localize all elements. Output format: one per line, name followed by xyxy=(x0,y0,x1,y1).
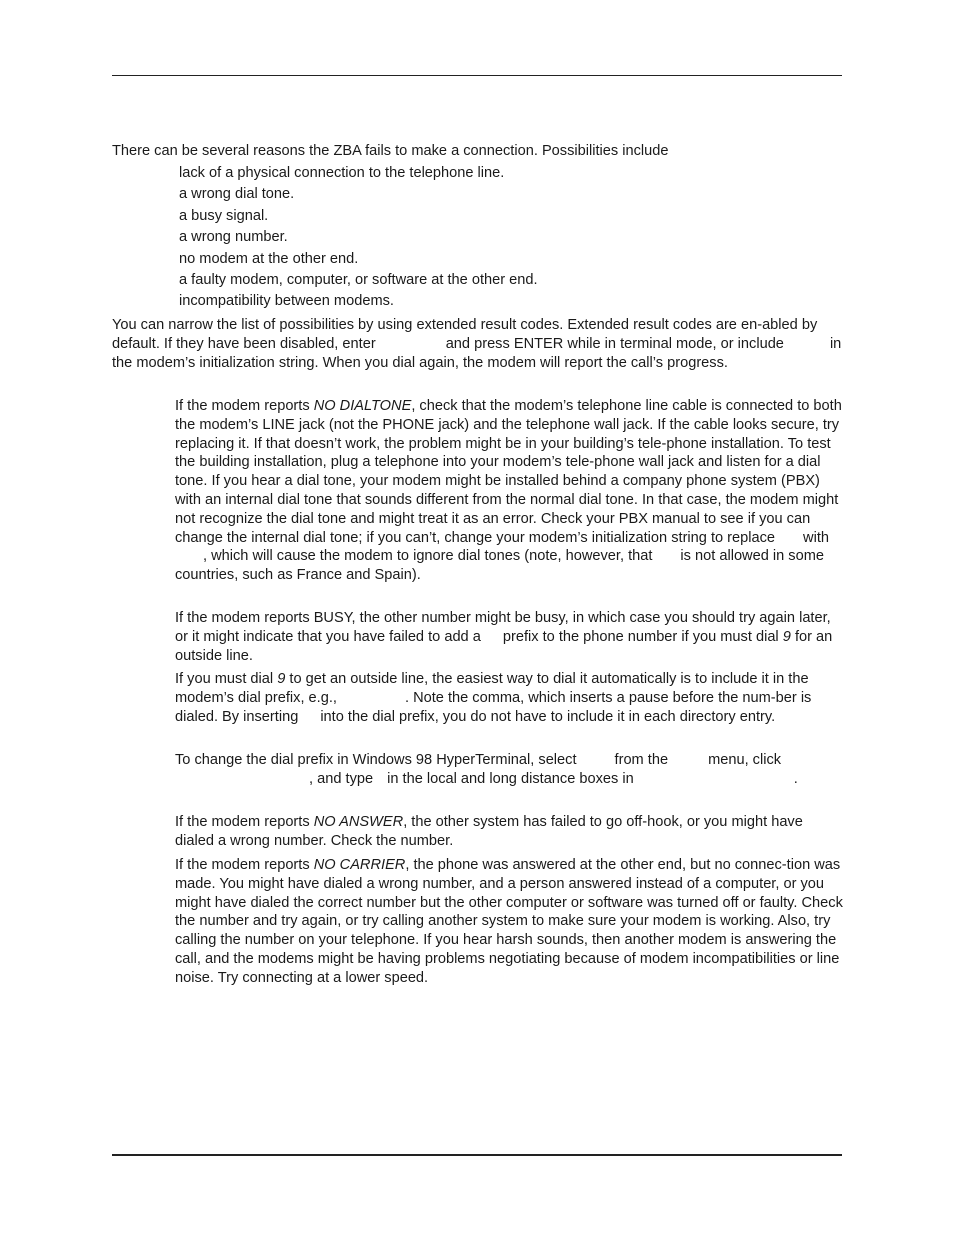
list-item: a faulty modem, computer, or software at the other end. xyxy=(179,271,538,288)
possibilities-list xyxy=(179,163,538,313)
list-item: lack of a physical connection to the telephone line. xyxy=(179,165,505,181)
result-code: NO DIALTONE xyxy=(313,398,412,414)
list-item: a wrong dial tone. xyxy=(179,186,295,203)
outside-line-paragraph: If you must dial 9 to get an outside line, the easiest way to dial it automatically is to include it in the modem’s dial prefix, e.g., . Note the comma, which inserts a pause before the num-ber is dialed. By inserting into the dial prefix, you do not have to include it in each directory entry. xyxy=(175,671,812,725)
list-item: a busy signal. xyxy=(179,207,269,224)
hyperterminal-paragraph: To change the dial prefix in Windows 98 HyperTerminal, select from the menu, click, and type in the local and long distance boxes in . xyxy=(175,752,798,787)
no-answer-paragraph: If the modem reports NO ANSWER, the other system has failed to go off-hook, or you might have dialed a wrong number. Check the number. xyxy=(175,814,803,849)
busy-paragraph: If the modem reports BUSY, the other number might be busy, in which case you should try again later, or it might indicate that you have failed to add a prefix to the phone number if you must dial 9 for an outside line. xyxy=(175,610,833,664)
intro-text: There can be several reasons the ZBA fails to make a connection. Possibilities include xyxy=(112,143,669,159)
header-rule xyxy=(112,75,842,76)
footer-rule xyxy=(112,1154,842,1156)
result-code: NO ANSWER xyxy=(313,814,404,830)
list-item: incompatibility between modems. xyxy=(179,293,394,310)
no-carrier-paragraph: If the modem reports NO CARRIER, the phone was answered at the other end, but no connec-tion was made. You might have dialed a wrong number, and a person answered instead of a computer, or you might have dialed the correct number but the other computer or software was turned off or faulty. Check the number and try again, or try calling another system to make sure your modem is working. Also, try calling the number on your telephone. If you hear harsh sounds, then another modem is answering the call, and the modems might be having problems negotiating because of modem incompatibilities or line noise. Try connecting at a lower speed. xyxy=(175,857,843,986)
extended-result-codes-paragraph: You can narrow the list of possibilities by using extended result codes. Extended result codes are en-abled by default. If they have been disabled, enter and press ENTER while in terminal mode, or include in the modem’s initialization string. When you dial again, the modem will report the call’s progress. xyxy=(112,317,842,371)
result-code: NO CARRIER xyxy=(313,857,406,873)
list-item: a wrong number. xyxy=(179,229,288,246)
no-dialtone-paragraph: If the modem reports NO DIALTONE, check that the modem’s telephone line cable is connected to both the modem’s LINE jack (not the PHONE jack) and the telephone wall jack. If the cable looks secure, try replacing it. If that doesn’t work, the problem might be in your building’s tele-phone installation. To test the building installation, plug a telephone into your modem’s tele-phone wall jack and listen for a dial tone. If you hear a dial tone, your modem might be installed behind a company phone system (PBX) with an internal dial tone that sounds different from the normal dial tone. In that case, the modem might not recognize the dial tone and might treat it as an error. Check your PBX manual to see if you can change the internal dial tone; if you can’t, change your modem’s initialization string to replace with, which will cause the modem to ignore dial tones (note, however, that is not allowed in some countries, such as France and Spain). xyxy=(175,398,842,584)
list-item: no modem at the other end. xyxy=(179,250,359,267)
